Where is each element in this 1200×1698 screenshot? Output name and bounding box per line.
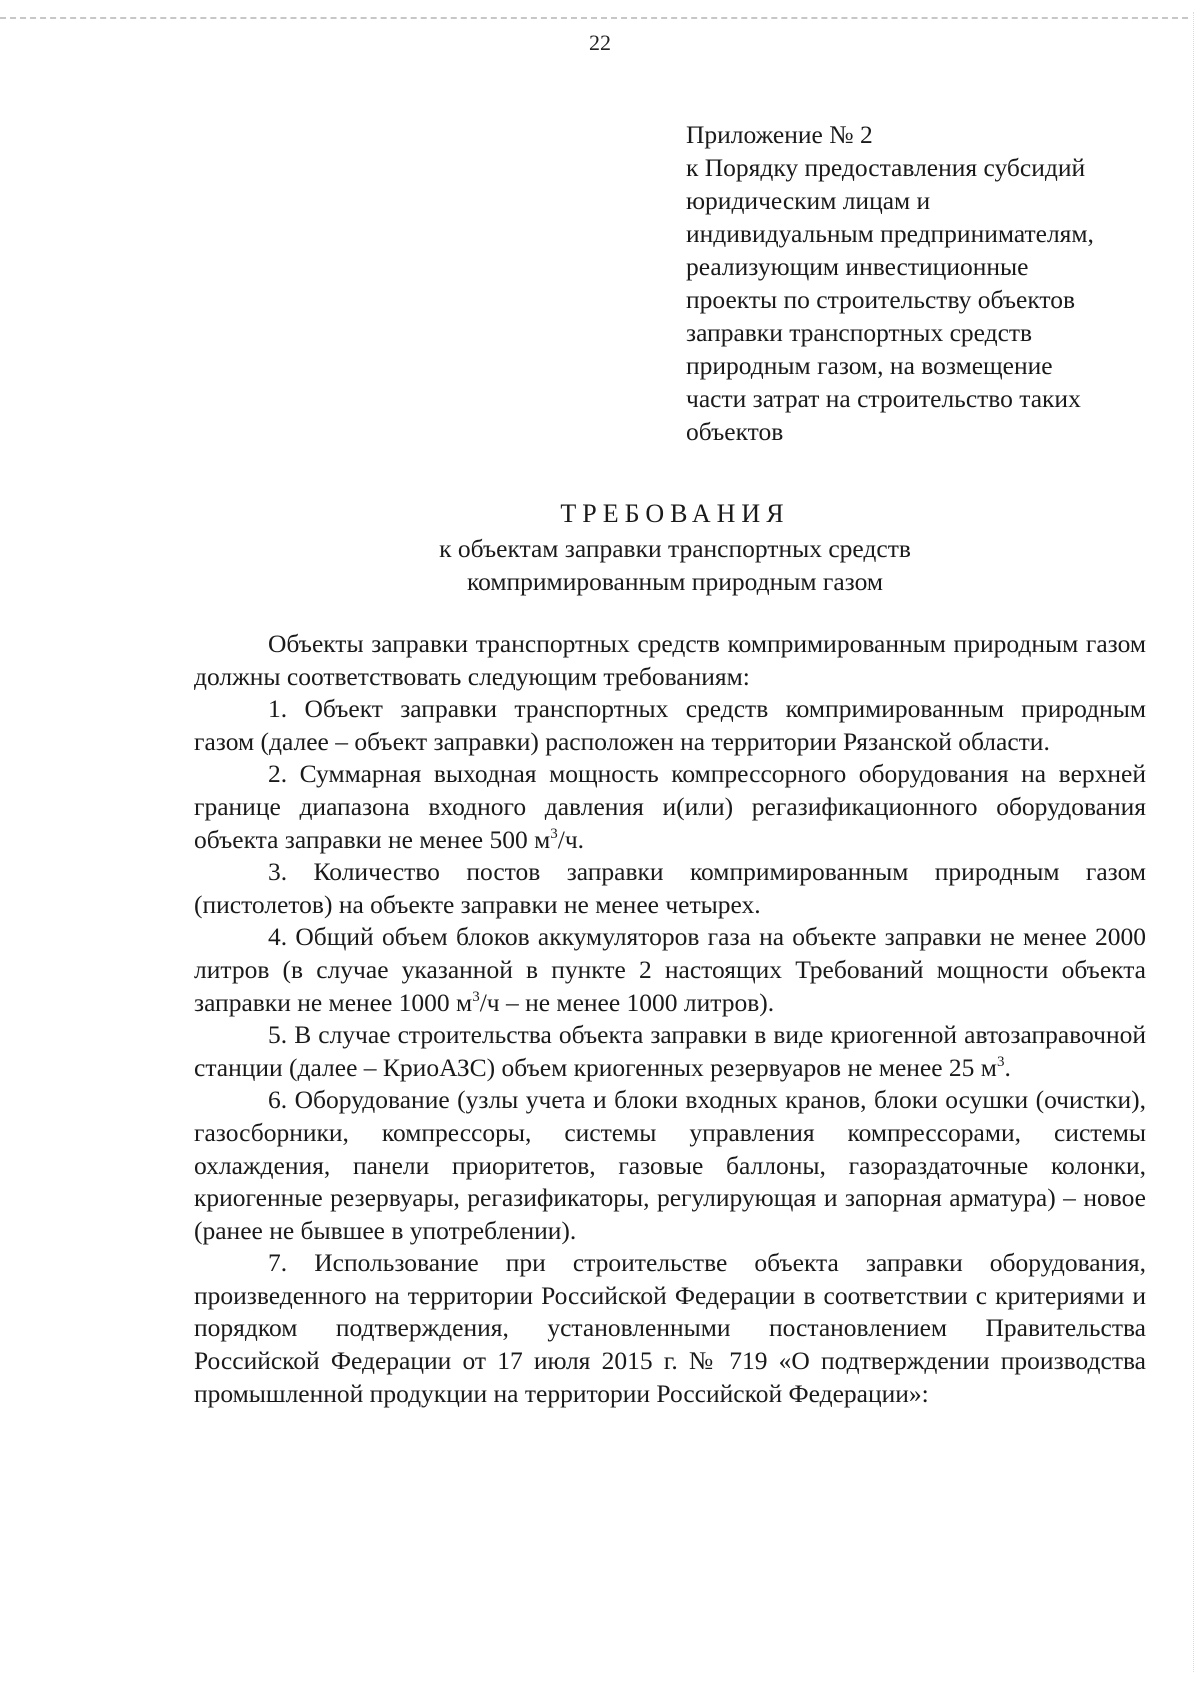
appendix-line: объектов [686, 417, 784, 446]
requirement-item-6: 6. Оборудование (узлы учета и блоки входных кранов, блоки осушки (очистки), газосборники, компрессоры, системы управления компрессорами, системы охлаждения, панели приоритетов, газовые баллоны, газораздаточные колонки, криогенные резервуары, регазификаторы, регулирующая и запорная арматура) – новое (ранее не бывшее в употреблении). [194, 1085, 1146, 1245]
unit-superscript: 3 [550, 825, 558, 842]
requirement-item-7: 7. Использование при строительстве объекта заправки оборудования, произведенного на территории Российской Федерации в соответствии с критериями и порядком подтверждения, установленными постановлением Правительства Российской Федерации от 17 июля 2015 г. № 719 «О подтверждении производства промышленной продукции на территории Российской Федерации»: [194, 1248, 1146, 1408]
requirement-text: /ч – не менее 1000 литров). [479, 987, 775, 1017]
requirement-item-2 [194, 758, 1146, 856]
appendix-line: к Порядку предоставления субсидий [686, 153, 1086, 182]
appendix-line: индивидуальным предпринимателям, [686, 219, 1094, 248]
unit-superscript: 3 [472, 988, 480, 1005]
appendix-line: природным газом, на возмещение [686, 351, 1053, 380]
unit-superscript: 3 [996, 1053, 1005, 1070]
requirement-text: . [1004, 1052, 1011, 1082]
requirement-text: 4. Общий объем блоков аккумуляторов газа на объекте заправки не менее 2000 литров (в случае указанной в пункте 2 настоящих Требований мощности объекта заправки не менее 1000 м [194, 922, 1146, 1017]
appendix-line: Приложение № 2 [686, 120, 873, 149]
appendix-line: реализующим инвестиционные [686, 252, 1029, 281]
requirement-text: 2. Суммарная выходная мощность компрессорного оборудования на верхней границе диапазона входного давления и(или) регазификационного оборудования объекта заправки не менее 500 м [194, 759, 1146, 854]
document-heading [180, 496, 1170, 598]
document-subtitle: компримированным природным газом [467, 567, 883, 596]
requirement-item-4 [194, 921, 1146, 1019]
requirement-text: /ч. [557, 824, 585, 854]
requirements-body [194, 628, 1146, 1410]
appendix-line: проекты по строительству объектов [686, 285, 1075, 314]
scan-right-edge [1193, 12, 1194, 1672]
scan-top-edge [0, 17, 1188, 19]
requirement-item-1: 1. Объект заправки транспортных средств компримированным природным газом (далее – объект заправки) расположен на территории Рязанской области. [194, 694, 1146, 756]
appendix-line: заправки транспортных средств [686, 318, 1033, 347]
requirement-text: 5. В случае строительства объекта заправки в виде криогенной автозаправочной станции (далее – КриоАЗС) объем криогенных резервуаров не менее 25 м [194, 1020, 1146, 1082]
intro-paragraph: Объекты заправки транспортных средств компримированным природным газом должны соответствовать следующим требованиям: [194, 629, 1146, 691]
requirement-item-5 [194, 1019, 1146, 1084]
requirement-item-3: 3. Количество постов заправки компримированным природным газом (пистолетов) на объекте заправки не менее четырех. [194, 857, 1146, 919]
appendix-block [686, 118, 1166, 448]
document-title: ТРЕБОВАНИЯ [560, 499, 790, 528]
document-subtitle: к объектам заправки транспортных средств [439, 534, 911, 563]
page-number: 22 [589, 30, 611, 55]
appendix-line: части затрат на строительство таких [686, 384, 1081, 413]
appendix-line: юридическим лицам и [686, 186, 931, 215]
